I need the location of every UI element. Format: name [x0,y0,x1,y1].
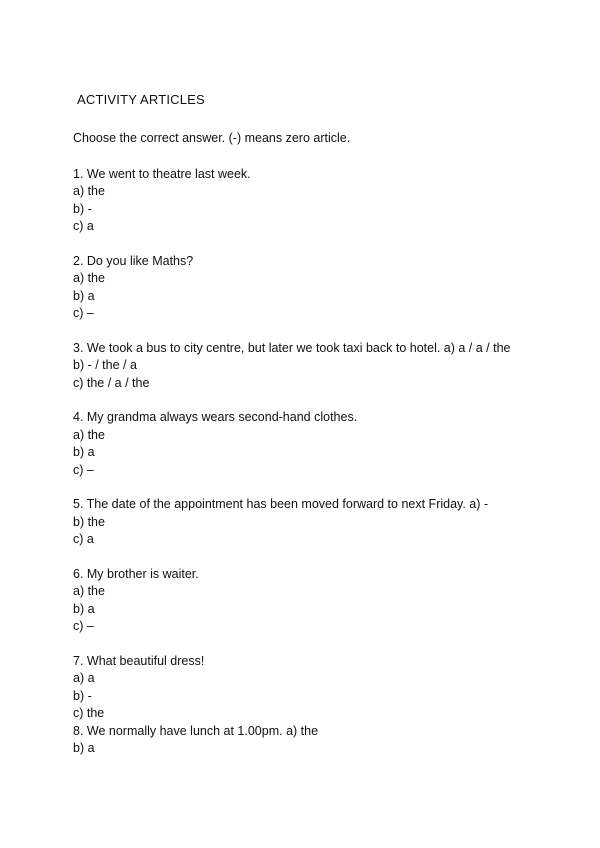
answer-option: c) the / a / the [73,375,150,390]
document-body [73,130,553,758]
instructions: Choose the correct answer. (-) means zero article. [73,131,351,145]
answer-option: b) - [73,688,92,703]
answer-option: a) the [73,271,105,285]
page-title: ACTIVITY ARTICLES [77,92,205,107]
answer-option: c) – [73,462,94,477]
answer-option: b) a [73,288,95,303]
question-7 [73,653,553,723]
answer-option: b) - [73,201,92,216]
answer-option: b) a [73,741,95,755]
question-4 [73,409,553,479]
question-6 [73,566,553,636]
question-text: 6. My brother is waiter. [73,566,199,581]
answer-option: a) the [73,427,105,442]
question-text: 1. We went to theatre last week. [73,166,251,181]
question-text: 2. Do you like Maths? [73,253,194,268]
answer-option: c) a [73,532,94,546]
question-text: 3. We took a bus to city centre, but later we took taxi back to hotel. a) a / a / the [73,340,511,355]
answer-option: b) - / the / a [73,358,137,372]
answer-option: c) a [73,219,94,233]
question-text: 8. We normally have lunch at 1.00pm. a) the [73,723,319,738]
question-1 [73,166,553,236]
question-5 [73,496,553,549]
answer-option: a) a [73,671,95,685]
answer-option: a) the [73,584,105,598]
question-text: 5. The date of the appointment has been moved forward to next Friday. a) - [73,497,489,511]
question-3 [73,340,553,393]
question-8 [73,723,553,758]
answer-option: c) – [73,619,94,633]
question-text: 4. My grandma always wears second-hand clothes. [73,410,358,424]
answer-option: c) the [73,706,105,720]
answer-option: b) a [73,601,95,616]
answer-option: b) the [73,514,105,529]
answer-option: a) the [73,184,105,198]
question-text: 7. What beautiful dress! [73,653,205,668]
answer-option: c) – [73,306,94,320]
question-2 [73,253,553,323]
answer-option: b) a [73,445,95,459]
